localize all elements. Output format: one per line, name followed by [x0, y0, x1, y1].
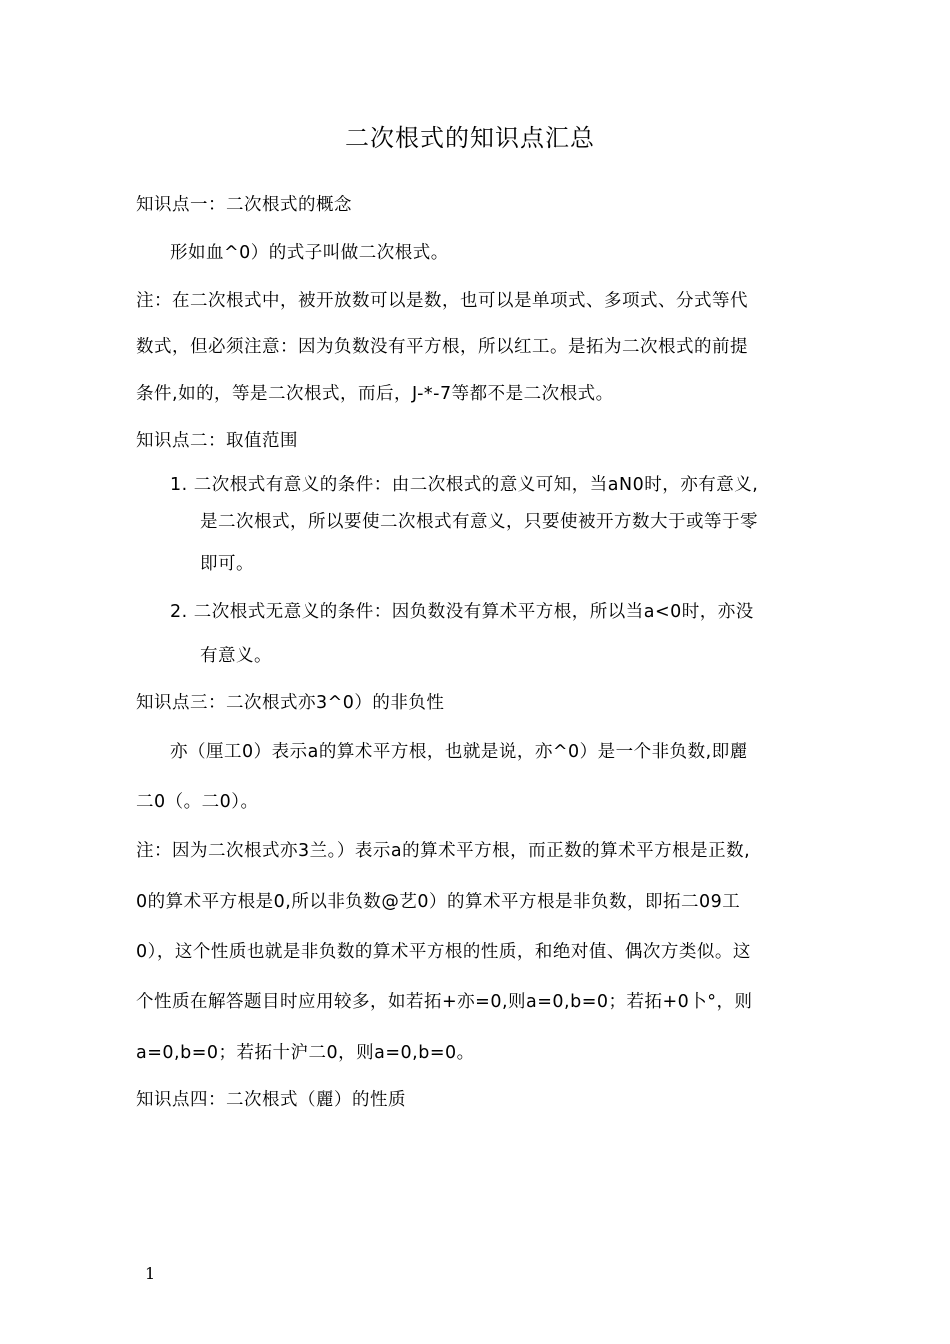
- section-1-definition: 形如血^0）的式子叫做二次根式。: [170, 243, 449, 263]
- section-2-item-2-line: 有意义。: [200, 646, 272, 666]
- section-4-heading: 知识点四：二次根式（麗）的性质: [136, 1090, 406, 1110]
- section-3-paragraph-line: 亦（厘工0）表示a的算术平方根，也就是说，亦^0）是一个非负数,即麗: [170, 742, 748, 762]
- section-3-note-line: 注：因为二次根式亦3兰。）表示a的算术平方根，而正数的算术平方根是正数,: [136, 841, 751, 861]
- section-3-heading: 知识点三：二次根式亦3^0）的非负性: [136, 693, 445, 713]
- section-1-note-line: 条件,如的，等是二次根式，而后，J-*-7等都不是二次根式。: [136, 384, 614, 404]
- page-number: 1: [145, 1264, 156, 1283]
- section-2-item-1-line: 即可。: [200, 554, 254, 574]
- section-2-heading: 知识点二：取值范围: [136, 431, 298, 451]
- page-title: 二次根式的知识点汇总: [345, 124, 595, 152]
- section-2-item-1-line: 是二次根式，所以要使二次根式有意义，只要使被开方数大于或等于零: [200, 512, 758, 532]
- section-2-item-2-line: 2. 二次根式无意义的条件：因负数没有算术平方根，所以当a<0时，亦没: [170, 602, 754, 622]
- section-3-note-line: 个性质在解答题目时应用较多，如若拓+亦=0,则a=0,b=0；若拓+0卜°，则: [136, 992, 753, 1012]
- section-3-note-line: 0），这个性质也就是非负数的算术平方根的性质，和绝对值、偶次方类似。这: [136, 942, 751, 962]
- section-3-note-line: a=0,b=0；若拓十沪二0，则a=0,b=0。: [136, 1043, 475, 1063]
- section-3-note-line: 0的算术平方根是0,所以非负数@艺0）的算术平方根是非负数，即拓二09工: [136, 892, 741, 912]
- section-1-note-line: 数式，但必须注意：因为负数没有平方根，所以红工。是拓为二次根式的前提: [136, 337, 748, 357]
- section-3-paragraph-line: 二0（。二0）。: [136, 792, 259, 812]
- section-1-note-line: 注：在二次根式中，被开放数可以是数，也可以是单项式、多项式、分式等代: [136, 291, 748, 311]
- section-2-item-1-line: 1. 二次根式有意义的条件：由二次根式的意义可知，当aN0时，亦有意义,: [170, 475, 759, 495]
- section-1-heading: 知识点一：二次根式的概念: [136, 195, 352, 215]
